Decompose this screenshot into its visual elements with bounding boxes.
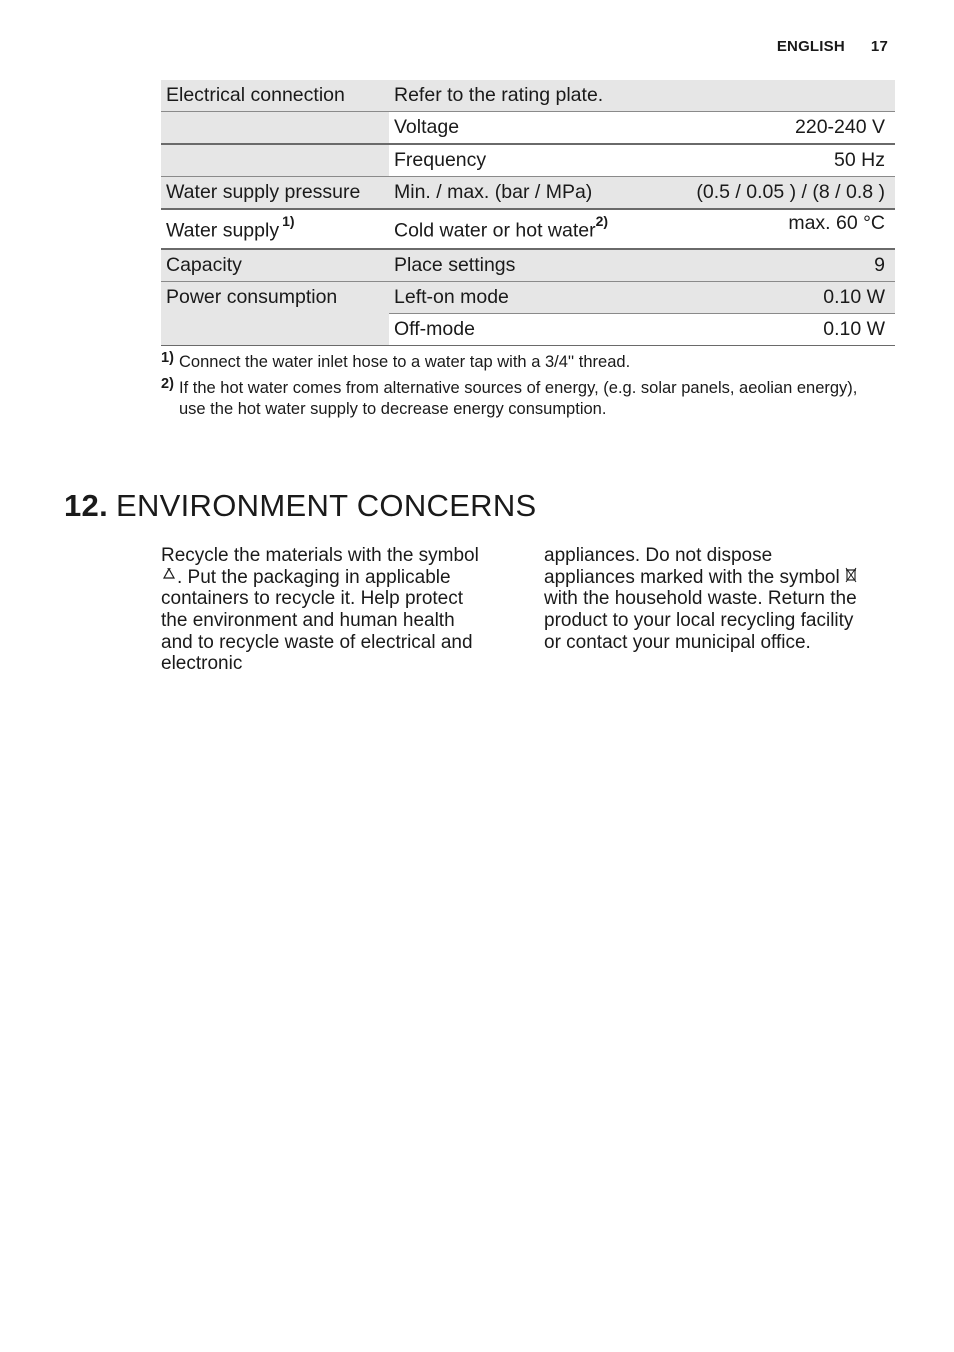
table-row <box>161 177 895 210</box>
row-label-text: Water supply <box>166 219 280 242</box>
technical-data-table <box>161 80 895 346</box>
row-param <box>389 209 639 249</box>
paragraph-text: with the household waste. Return the product to your local recycling facility or contact your municipal office. <box>544 588 857 653</box>
footnote-ref: 1) <box>282 212 295 229</box>
table-row <box>161 80 895 112</box>
footnotes <box>161 352 881 425</box>
row-param: Left-on mode <box>389 282 639 314</box>
row-param: Min. / max. (bar / MPa) <box>389 177 639 210</box>
row-param: Voltage <box>389 112 639 145</box>
row-label: Electrical connection <box>161 80 389 112</box>
section-number: 12. <box>64 488 108 523</box>
row-value: max. 60 °C <box>639 209 895 249</box>
table-row <box>161 144 895 177</box>
row-label <box>161 209 389 249</box>
row-label <box>161 144 389 177</box>
paragraph-text: appliances. Do not dispose appliances marked with the symbol <box>544 545 840 588</box>
footnote-marker: 2) <box>161 376 174 392</box>
footnote-marker: 1) <box>161 350 174 366</box>
table-row <box>161 249 895 282</box>
text-column-right <box>544 545 864 653</box>
table-row <box>161 112 895 145</box>
crossed-out-bin-icon <box>845 567 857 589</box>
footnote-ref: 2) <box>595 212 609 229</box>
paragraph-text: Recycle the materials with the symbol <box>161 545 479 566</box>
text-column-left <box>161 545 481 675</box>
section-title: ENVIRONMENT CONCERNS <box>116 488 537 523</box>
row-label: Power consumption <box>161 282 389 346</box>
row-value: 50 Hz <box>639 144 895 177</box>
row-value: 0.10 W <box>639 314 895 346</box>
footnote-text: If the hot water comes from alternative sources of energy, (e.g. solar panels, aeolian energy), use the hot water supply to decrease energy consumption. <box>179 379 858 418</box>
row-param: Off-mode <box>389 314 639 346</box>
footnote-text: Connect the water inlet hose to a water tap with a 3/4'' thread. <box>179 353 631 371</box>
row-param: Refer to the rating plate. <box>389 80 895 112</box>
row-label: Water supply pressure <box>161 177 389 210</box>
row-param: Place settings <box>389 249 639 282</box>
row-param-text: Cold water or hot water <box>394 219 596 242</box>
recycle-icon <box>161 567 177 589</box>
footnote-item <box>161 352 881 373</box>
row-value: (0.5 / 0.05 ) / (8 / 0.8 ) <box>639 177 895 210</box>
table-row <box>161 209 895 249</box>
paragraph <box>544 545 864 653</box>
row-label <box>161 112 389 145</box>
section-heading <box>64 488 537 524</box>
language-label: ENGLISH <box>776 38 845 55</box>
paragraph <box>161 545 481 675</box>
table-row <box>161 282 895 314</box>
page-header <box>777 38 888 55</box>
row-value: 220-240 V <box>639 112 895 145</box>
row-value: 0.10 W <box>639 282 895 314</box>
row-value: 9 <box>639 249 895 282</box>
footnote-item <box>161 378 881 420</box>
row-param: Frequency <box>389 144 639 177</box>
page-number: 17 <box>870 38 888 55</box>
row-label: Capacity <box>161 249 389 282</box>
paragraph-text: . Put the packaging in applicable containers to recycle it. Help protect the environment and human health and to recycle waste of electrical and electronic <box>161 566 473 675</box>
